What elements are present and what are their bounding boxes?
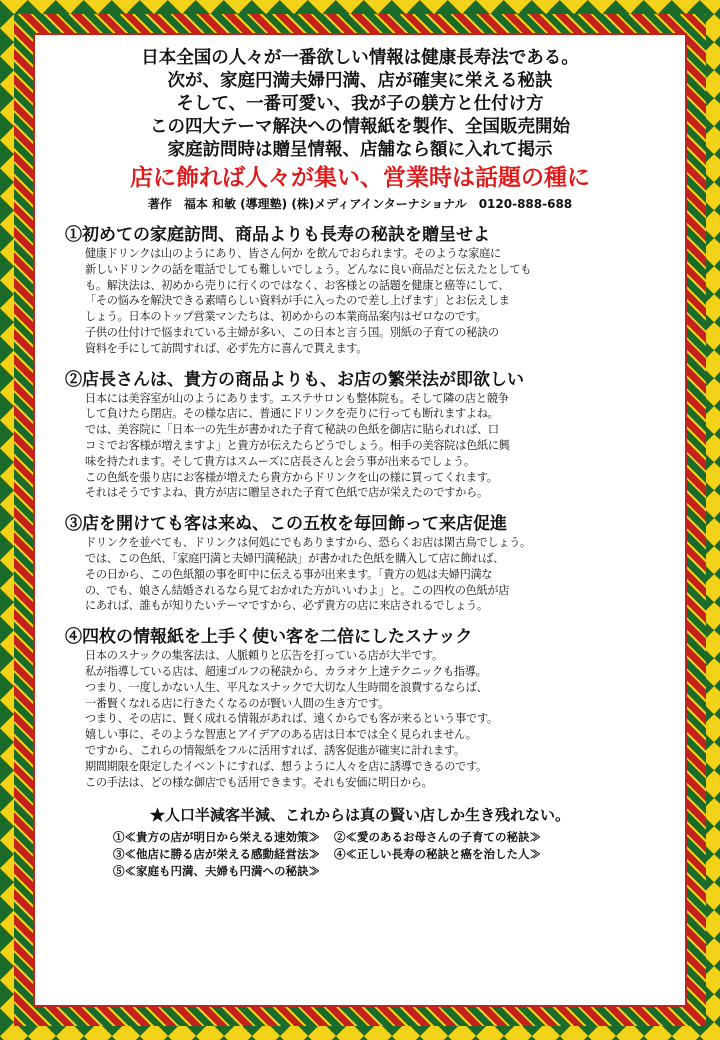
book-title: ①≪貴方の店が明日から栄える速効策≫ xyxy=(113,830,320,845)
body-line: つまり、その店に、賢く成れる情報があれば、遠くからでも客が来るという事です。 xyxy=(85,712,498,726)
body-line: 新しいドリンクの話を電話でしても難しいでしょう。どんなに良い商品だと伝えたとしても xyxy=(85,262,532,276)
body-line: この手法は、どの様な御店でも活用できます。それも安価に明日から。 xyxy=(85,775,433,789)
summary-line: ★人口半減客半減、これからは真の賢い店しか生き残れない。 xyxy=(149,806,570,825)
body-line: 期間期限を限定したイベントにすれば、想うように人々を店に誘導できるのです。 xyxy=(85,759,487,773)
book-title: ③≪他店に勝る店が栄える感動経営法≫ xyxy=(113,847,320,862)
author-line: 著作 福本 和敏 (導理塾) (株)メディアインターナショナル 0120-888-688 xyxy=(147,197,573,211)
book-title: ④≪正しい長寿の秘訣と癌を治した人≫ xyxy=(334,847,542,862)
body-line: 資料を手にして訪問すれば、必ず先方に喜んで貰えます。 xyxy=(85,341,368,355)
body-line: 私が指導している店は、超速ゴルフの秘訣から、カラオケ上達テクニックも指導。 xyxy=(85,664,487,678)
slogan: 店に飾れば人々が集い、営業時は話題の種に xyxy=(130,164,590,191)
body-line: その日から、この色紙額の事を町中に伝える事が出来ます。「貴方の処は夫婦円満な xyxy=(85,567,493,581)
body-line: して負けたら閉店。その様な店に、普通にドリンクを売りに行っても断れますよね。 xyxy=(85,407,499,421)
flyer-content xyxy=(33,33,687,1007)
body-line: 一番賢くなれる店に行きたくなるのが賢い人間の生き方です。 xyxy=(85,696,389,710)
body-line: 嬉しい事に、そのような智恵とアイデアのある店は日本では全く見られません。 xyxy=(85,728,477,742)
section-title: ④四枚の情報紙を上手く使い客を二倍にしたスナック xyxy=(65,627,473,648)
section-body xyxy=(67,648,671,790)
body-line: 健康ドリンクは山のようにあり、皆さん何か を飲んでおられます。そのような家庭に xyxy=(85,247,501,260)
body-line: この色紙を張り店にお客様が増えたら貴方からドリンクを山の様に買ってくれます。 xyxy=(85,470,498,484)
section-3 xyxy=(35,513,685,614)
body-line: 味を持たれます。そして貴方はスムーズに店長さんと会う事が出来るでしょう。 xyxy=(85,454,475,468)
body-line: では、この色紙、「家庭円満と夫婦円満秘訣」が書かれた色紙を購入して店に飾れば、 xyxy=(85,551,505,565)
book-row xyxy=(113,846,685,863)
body-line: 日本には美容室が山のようにあります。エステサロンも整体院も。そして隣の店と競争 xyxy=(85,391,509,405)
book-list xyxy=(35,829,685,880)
body-line: 子供の仕付けで悩まれている主婦が多い、この日本と言う国。別紙の子育ての秘訣の xyxy=(85,325,499,339)
section-title: ③店を開けても客は来ぬ、この五枚を毎回飾って来店促進 xyxy=(65,514,507,535)
section-4 xyxy=(35,626,685,790)
book-title: ⑤≪家庭も円満、夫婦も円満への秘訣≫ xyxy=(113,864,320,879)
body-line: にあれば、誰もが知りたいテーマですから、必ず貴方の店に来店されるでしょう。 xyxy=(85,599,488,613)
headline-line: 日本全国の人々が一番欲しい情報は健康長寿法である。 xyxy=(141,48,579,68)
body-line: つまり、一度しかない人生、平凡なスナックで大切な人生時間を浪費するならば、 xyxy=(85,680,488,694)
section-1 xyxy=(35,224,685,357)
section-body xyxy=(67,246,671,357)
body-line: しょう。日本のトップ営業マンたちは、初めからの本業商品案内はゼロなのです。 xyxy=(85,310,487,324)
headline-line: 次が、家庭円満夫婦円満、店が確実に栄える秘訣 xyxy=(167,71,553,91)
body-line: も。解決法は、初めから売りに行くのではなく、お客様との話題を健康と癌等にして、 xyxy=(85,278,510,292)
body-line: ですから、これらの情報紙をフルに活用すれば、誘客促進が確実に計れます。 xyxy=(85,743,465,757)
section-body xyxy=(67,391,671,502)
body-line: それはそうですよね、貴方が店に贈呈された子育て色紙で店が栄えたのですから。 xyxy=(85,486,488,500)
section-2 xyxy=(35,369,685,502)
body-line: ドリンクを並べても、ドリンクは何処にでもありますから、恐らくお店は閑古鳥でしょう。 xyxy=(85,536,531,550)
header xyxy=(35,35,685,212)
section-title: ②店長さんは、貴方の商品よりも、お店の繁栄法が即欲しい xyxy=(65,369,524,390)
body-line: では、美容院に「日本一の先生が書かれた子育て秘訣の色紙を御店に貼られれば、口 xyxy=(85,423,499,437)
body-line: コミでお客様が増えますよ」と貴方が伝えたらどうでしょう。相手の美容院は色紙に興 xyxy=(85,438,510,452)
book-row xyxy=(113,863,685,880)
body-line: の、でも、娘さん結婚されるなら見ておかれた方がいいわよ」と。この四枚の色紙が店 xyxy=(85,583,510,597)
headline-line: 家庭訪問時は贈呈情報、店舗なら額に入れて掲示 xyxy=(167,140,553,160)
body-line: 「その悩みを解決できる素晴らしい資料が手に入ったので差し上げます」とお伝えしま xyxy=(85,294,510,308)
headline-line: この四大テーマ解決への情報紙を製作、全国販売開始 xyxy=(150,117,570,137)
book-title: ②≪愛のあるお母さんの子育ての秘訣≫ xyxy=(334,830,542,845)
book-row xyxy=(113,829,685,846)
section-title: ①初めての家庭訪問、商品よりも長寿の秘訣を贈呈せよ xyxy=(65,225,490,245)
headline-line: そして、一番可愛い、我が子の躾方と仕付け方 xyxy=(176,94,544,114)
section-body xyxy=(67,535,671,614)
body-line: 日本のスナックの集客法は、人脈頼りと広告を打っている店が大半です。 xyxy=(85,649,443,663)
